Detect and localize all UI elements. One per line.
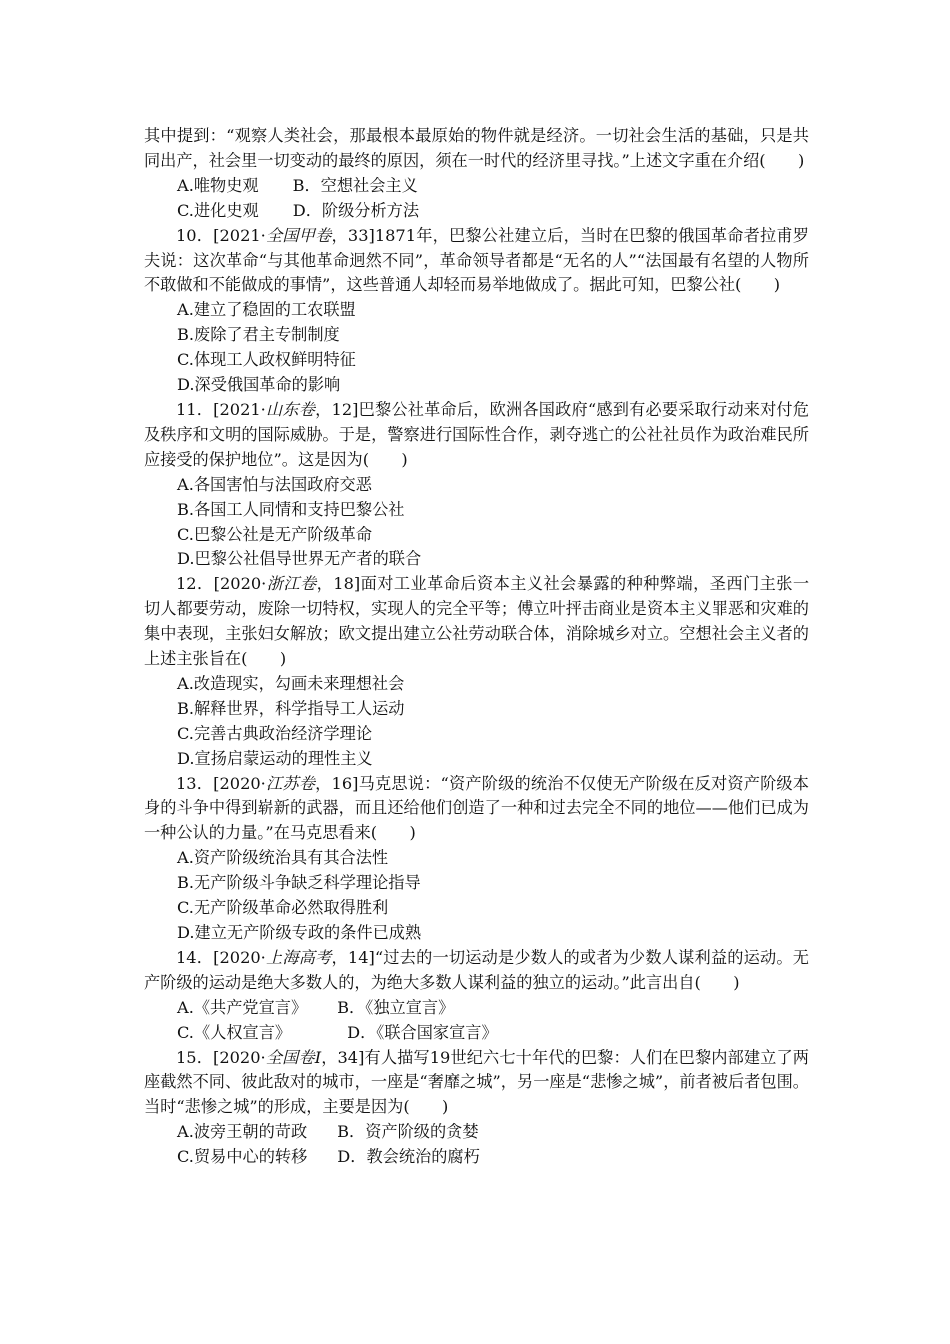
q13-option-d[interactable]: D.建立无产阶级专政的条件已成熟: [177, 923, 422, 942]
q12-option-d[interactable]: D.宣扬启蒙运动的理性主义: [177, 748, 373, 768]
q11-option-b[interactable]: B.各国工人同情和支持巴黎公社: [177, 499, 405, 519]
q13-number: 13．[2020·: [176, 773, 266, 793]
q10-source: 全国甲卷: [265, 225, 332, 245]
q9-options-row-2: [144, 199, 809, 224]
q9-options-row-1: [144, 174, 809, 199]
q12-number: 12．[2020·: [176, 574, 267, 594]
q12-option-c[interactable]: C.完善古典政治经济学理论: [177, 723, 373, 743]
q9-option-d[interactable]: D．阶级分析方法: [292, 200, 420, 220]
q14-number: 14．[2020·: [176, 947, 266, 967]
q12-stem: [144, 572, 809, 672]
q14-options-row-1: [144, 996, 809, 1021]
q12-option-a[interactable]: A.改造现实，勾画未来理想社会: [177, 673, 405, 693]
q13-option-c[interactable]: C.无产阶级革命必然取得胜利: [177, 898, 389, 918]
q9-option-c[interactable]: C.进化史观: [177, 200, 259, 220]
q15-options-row-2: [144, 1145, 809, 1170]
q14-option-c[interactable]: C.《人权宣言》: [177, 1022, 292, 1042]
q13-text: 马克思说：“资产阶级的统治不仅使无产阶级在反对资产阶级本身的斗争中得到崭新的武器，而且还给他们创造了一种和过去完全不同的地位——他们已成为一种公认的力量。”在马克思看来( ): [144, 773, 809, 843]
q15-option-b[interactable]: B．资产阶级的贪婪: [337, 1122, 479, 1142]
question-page: [144, 124, 809, 1170]
q13-option-b[interactable]: B.无产阶级斗争缺乏科学理论指导: [177, 873, 421, 893]
q13-option-a[interactable]: A.资产阶级统治具有其合法性: [177, 848, 389, 868]
q9-stem: 其中提到：“观察人类社会，那最根本最原始的物件就是经济。一切社会生活的基础，只是共同出产，社会里一切变动的最终的原因，须在一时代的经济里寻找。”上述文字重在介绍( ): [144, 126, 809, 170]
q12-ref: ，18]: [316, 574, 361, 594]
q15-source: 全国卷Ⅰ: [265, 1047, 322, 1067]
q10-stem: [144, 224, 809, 299]
q10-ref: ，33]: [331, 225, 375, 245]
q14-options-row-2: [144, 1021, 809, 1046]
q15-stem: [144, 1046, 809, 1121]
q10-number: 10．[2021·: [176, 225, 266, 245]
q10-option-b[interactable]: B.废除了君主专制制度: [177, 325, 340, 345]
q15-text: 有人描写19世纪六七十年代的巴黎：人们在巴黎内部建立了两座截然不同、彼此敌对的城市，一座是“奢靡之城”，另一座是“悲惨之城”，前者被后者包围。当时“悲惨之城”的形成，主要是因为( ): [144, 1047, 809, 1117]
q11-option-d[interactable]: D.巴黎公社倡导世界无产者的联合: [177, 549, 422, 569]
q9-option-a[interactable]: A.唯物史观: [177, 175, 259, 195]
q11-option-a[interactable]: A.各国害怕与法国政府交恶: [177, 474, 372, 494]
q15-options-row-1: [144, 1120, 809, 1145]
q13-stem: [144, 772, 809, 847]
q11-number: 11．[2021·: [176, 399, 266, 419]
q11-stem: [144, 398, 809, 473]
q15-number: 15．[2020·: [176, 1047, 266, 1067]
q13-ref: ，16]: [315, 773, 359, 793]
q14-text: “过去的一切运动是少数人的或者为少数人谋利益的运动。无产阶级的运动是绝大多数人的，为绝大多数人谋利益的独立的运动。”此言出自( ): [144, 947, 809, 992]
q10-option-d[interactable]: D.深受俄国革命的影响: [177, 375, 341, 395]
q14-option-b[interactable]: B．《独立宣言》: [337, 997, 455, 1017]
q15-option-c[interactable]: C.贸易中心的转移: [177, 1147, 308, 1167]
q11-text: 巴黎公社革命后，欧洲各国政府“感到有必要采取行动来对付危及秩序和文明的国际威胁。于是，警察进行国际性合作，剥夺逃亡的公社社员作为政治难民所应接受的保护地位”。这是因为( ): [144, 399, 809, 469]
q11-source: 山东卷: [265, 399, 316, 419]
q15-ref: ，34]: [321, 1047, 365, 1067]
q14-stem: [144, 946, 809, 996]
q11-ref: ，12]: [315, 399, 359, 419]
q14-ref: ，14]: [331, 947, 375, 967]
q11-option-c[interactable]: C.巴黎公社是无产阶级革命: [177, 524, 373, 544]
q14-option-d[interactable]: D．《联合国家宣言》: [347, 1022, 498, 1042]
q13-source: 江苏卷: [265, 773, 316, 793]
q15-option-d[interactable]: D．教会统治的腐朽: [337, 1147, 480, 1167]
q10-option-a[interactable]: A.建立了稳固的工农联盟: [177, 300, 356, 320]
q12-option-b[interactable]: B.解释世界，科学指导工人运动: [177, 698, 405, 718]
q15-option-a[interactable]: A.波旁王朝的苛政: [177, 1122, 308, 1142]
q10-text: 1871年，巴黎公社建立后，当时在巴黎的俄国革命者拉甫罗夫说：这次革命“与其他革命迥然不同”，革命领导者都是“无名的人”“法国最有名望的人物所不敢做和不能做成的事情”，这些普通人却轻而易举地做成了。据此可知，巴黎公社( ): [144, 225, 809, 295]
q10-option-c[interactable]: C.体现工人政权鲜明特征: [177, 350, 356, 370]
q14-source: 上海高考: [265, 947, 332, 967]
q12-source: 浙江卷: [266, 574, 317, 594]
q9-option-b[interactable]: B．空想社会主义: [292, 175, 418, 195]
q12-text: 面对工业革命后资本主义社会暴露的种种弊端，圣西门主张一切人都要劳动，废除一切特权，实现人的完全平等；傅立叶抨击商业是资本主义罪恶和灾难的集中表现，主张妇女解放；欧文提出建立公社劳动联合体，消除城乡对立。空想社会主义者的上述主张旨在( ): [144, 574, 810, 669]
q14-option-a[interactable]: A.《共产党宣言》: [177, 997, 308, 1017]
